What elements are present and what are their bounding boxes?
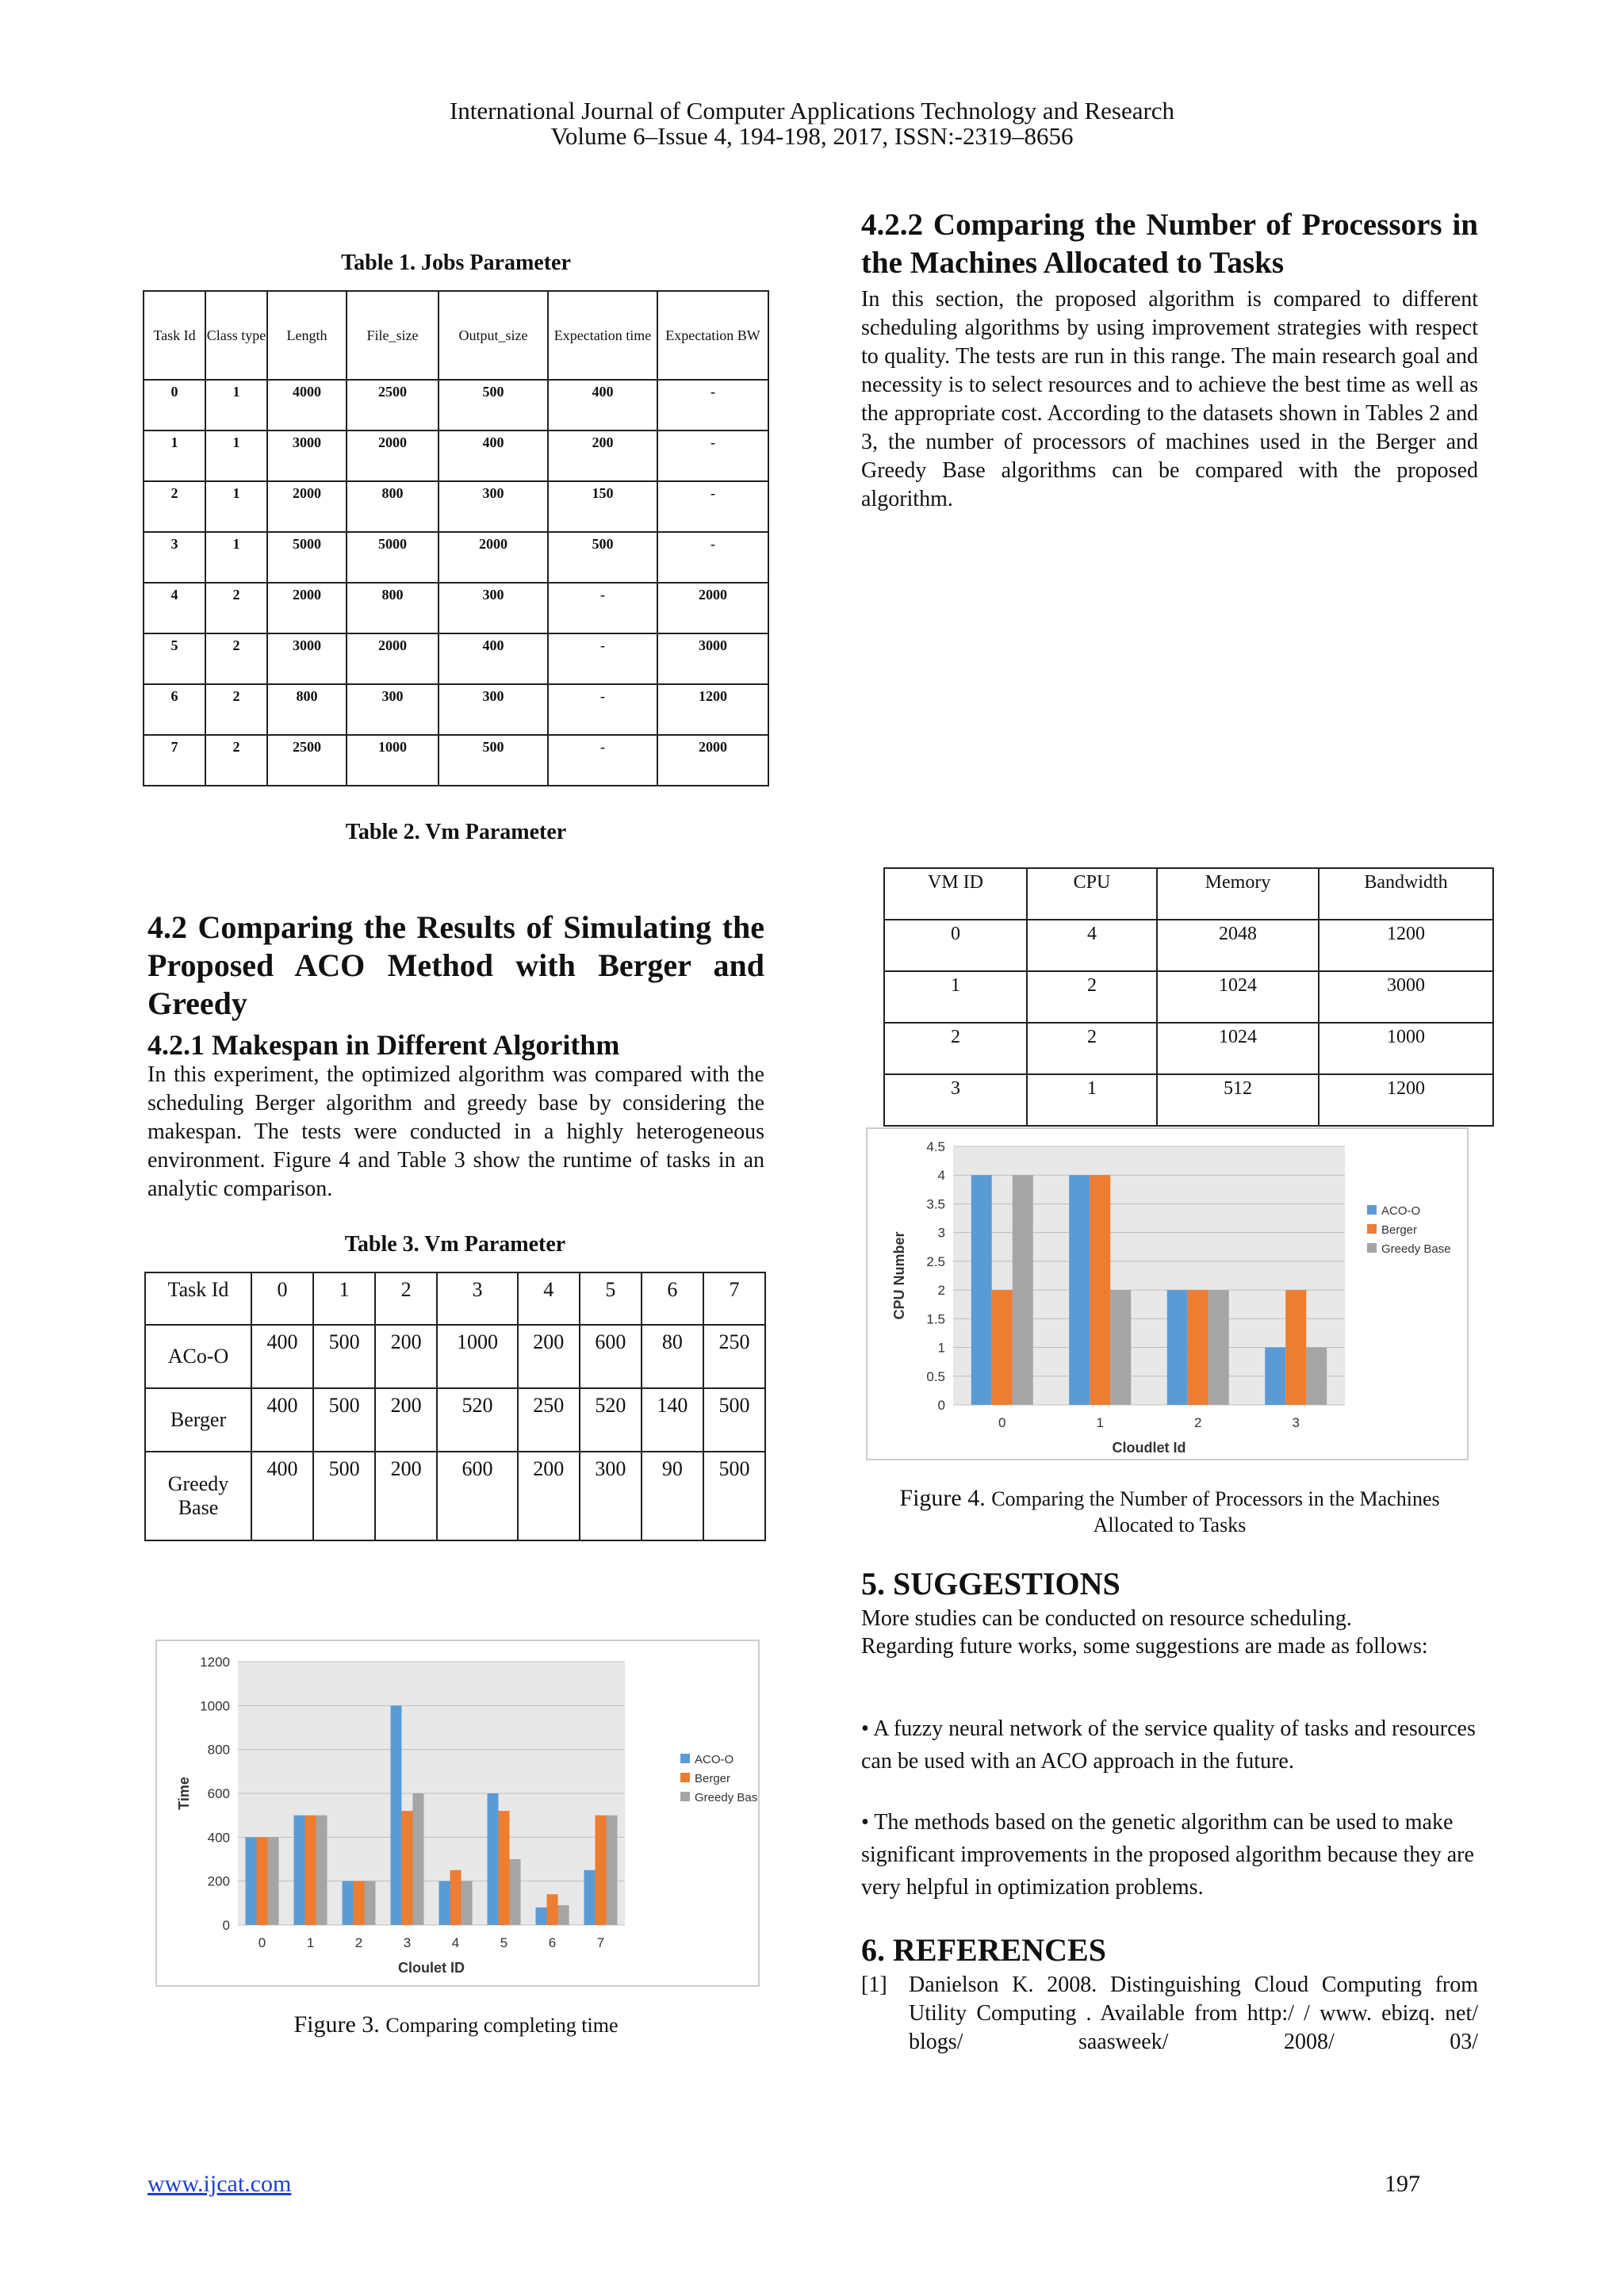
table3-col-header: 4	[518, 1272, 580, 1325]
table2-row	[884, 1074, 1493, 1126]
x-tick-label: 2	[1194, 1415, 1202, 1430]
table1-cell: 1	[144, 430, 205, 481]
table1-header-row	[144, 291, 768, 380]
table1-cell: 2000	[267, 481, 347, 532]
table2-cell: 2	[1027, 1023, 1157, 1074]
journal-volume: Volume 6–Issue 4, 194-198, 2017, ISSN:-2319–8656	[550, 122, 1074, 150]
figure3-frame	[155, 1640, 760, 1987]
bar-aco-o	[294, 1816, 305, 1925]
table1-cell: -	[657, 532, 768, 583]
bar-greedy-base	[316, 1816, 327, 1925]
table2-col-header: Bandwidth	[1319, 868, 1493, 920]
table3-cell: 250	[703, 1325, 765, 1388]
table3-cell: 90	[642, 1452, 703, 1540]
y-axis-label: Time	[176, 1777, 192, 1810]
table3-cell: 500	[313, 1325, 375, 1388]
table1-cell: 500	[548, 532, 657, 583]
y-tick-label: 4	[937, 1168, 945, 1184]
x-tick-label: 4	[451, 1935, 460, 1950]
bar-greedy-base	[413, 1793, 424, 1925]
bar-aco-o	[391, 1705, 402, 1925]
table1-col-header: Class type	[205, 291, 267, 380]
legend-label: Greedy Base	[695, 1791, 758, 1804]
bar-berger	[1090, 1175, 1110, 1405]
bar-berger	[450, 1870, 462, 1925]
table2-row	[884, 971, 1493, 1023]
bar-greedy-base	[1013, 1175, 1033, 1405]
table1-cell: 300	[439, 481, 548, 532]
table3-cell: 140	[642, 1388, 703, 1452]
table1-cell: 5	[144, 633, 205, 684]
table1-cell: 150	[548, 481, 657, 532]
table1-col-header: Task Id	[144, 291, 205, 380]
suggestion-bullet: • A fuzzy neural network of the service quality of tasks and resources can be used with an ACO approach in the future.	[861, 1716, 1476, 1774]
y-tick-label: 400	[207, 1830, 230, 1846]
table3-cell: 80	[642, 1325, 703, 1388]
bar-aco-o	[488, 1793, 499, 1925]
table1-row	[144, 532, 768, 583]
suggestion-bullet: • The methods based on the genetic algorithm can be used to make significant improvements in the proposed algorithm because they are very helpful in optimization problems.	[861, 1810, 1474, 1900]
figure4-caption-text: Comparing the Number of Processors in the Machines Allocated to Tasks	[991, 1487, 1440, 1536]
table2-caption: Table 2. Vm Parameter	[345, 820, 567, 844]
table3-col-header: 0	[251, 1272, 313, 1325]
table1-cell: 4000	[267, 380, 347, 430]
table2-cell: 1	[884, 971, 1027, 1023]
table1-cell: 1000	[347, 735, 439, 786]
reference-number: [1]	[861, 1973, 887, 1997]
table3-cell: Greedy Base	[145, 1452, 251, 1540]
table3-cell: 1000	[437, 1325, 518, 1388]
bar-greedy-base	[1110, 1290, 1131, 1405]
table2-cell: 2	[1027, 971, 1157, 1023]
figure4-caption-prefix: Figure 4.	[899, 1485, 986, 1511]
journal-title: International Journal of Computer Applications Technology and Research	[449, 97, 1175, 124]
section-4-2-title: 4.2 Comparing the Results of Simulating the Proposed ACO Method with Berger and Greedy	[147, 909, 764, 1021]
table3-cell: 500	[313, 1452, 375, 1540]
journal-link[interactable]: www.ijcat.com	[147, 2171, 292, 2197]
y-tick-label: 1	[937, 1340, 945, 1356]
reference-item	[861, 1971, 1478, 2057]
table1-cell: 2	[144, 481, 205, 532]
bar-greedy-base	[1208, 1290, 1229, 1405]
bar-greedy-base	[1306, 1348, 1327, 1405]
table2-cell: 1200	[1319, 1074, 1493, 1126]
table2-cell: 512	[1157, 1074, 1319, 1126]
x-tick-label: 1	[1096, 1415, 1104, 1430]
table3-col-header: 6	[642, 1272, 703, 1325]
figure3-chart	[157, 1641, 758, 1985]
table2-cell: 2	[884, 1023, 1027, 1074]
table2-cell: 1200	[1319, 920, 1493, 971]
table2-cell: 1	[1027, 1074, 1157, 1126]
x-tick-label: 3	[1292, 1415, 1300, 1430]
table3-cell: 200	[375, 1325, 437, 1388]
table2-cell: 2048	[1157, 920, 1319, 971]
table3-cell: 520	[580, 1388, 642, 1452]
table1-cell: 3	[144, 532, 205, 583]
x-axis-label: Cloulet ID	[398, 1960, 465, 1976]
table2-row	[884, 920, 1493, 971]
table2-col-header: Memory	[1157, 868, 1319, 920]
bar-aco-o	[439, 1881, 450, 1925]
bar-aco-o	[246, 1837, 257, 1925]
table3-caption: Table 3. Vm Parameter	[344, 1232, 566, 1257]
references-title: 6. REFERENCES	[861, 1932, 1106, 1968]
table1-cell: 4	[144, 583, 205, 633]
table1-col-header: File_size	[347, 291, 439, 380]
legend-label: Berger	[1381, 1223, 1418, 1237]
legend-swatch	[1367, 1205, 1377, 1215]
table1-cell: -	[548, 633, 657, 684]
figure4-caption	[861, 1486, 1478, 1538]
table3-cell: 200	[518, 1452, 580, 1540]
y-tick-label: 1000	[200, 1698, 230, 1714]
table3-col-header: 3	[437, 1272, 518, 1325]
suggestions-title: 5. SUGGESTIONS	[861, 1566, 1120, 1601]
table1-cell: 0	[144, 380, 205, 430]
table1-row	[144, 735, 768, 786]
figure3-caption-prefix: Figure 3.	[293, 2011, 380, 2038]
table1-cell: 300	[439, 684, 548, 735]
table3-col-header: 5	[580, 1272, 642, 1325]
table3-row	[145, 1325, 765, 1388]
table1-cell: 3000	[267, 633, 347, 684]
section-4-2-1-title: 4.2.1 Makespan in Different Algorithm	[147, 1029, 620, 1061]
table1-cell: 400	[548, 380, 657, 430]
legend-swatch	[1367, 1243, 1377, 1253]
table1-cell: -	[657, 481, 768, 532]
legend-label: Berger	[695, 1772, 731, 1785]
table1-cell: -	[548, 735, 657, 786]
y-tick-label: 800	[207, 1742, 230, 1758]
table2-cell: 1024	[1157, 1023, 1319, 1074]
y-tick-label: 3	[937, 1225, 945, 1241]
table1-row	[144, 481, 768, 532]
bar-aco-o	[1069, 1175, 1090, 1405]
table1-cell: -	[657, 380, 768, 430]
legend-label: Greedy Base	[1381, 1242, 1451, 1256]
bar-aco-o	[971, 1175, 992, 1405]
bar-aco-o	[1265, 1348, 1285, 1405]
table1-row	[144, 684, 768, 735]
x-tick-label: 3	[403, 1935, 412, 1950]
table1-row	[144, 380, 768, 430]
table3-cell: 250	[518, 1388, 580, 1452]
bar-berger	[547, 1894, 558, 1925]
table1-cell: 800	[267, 684, 347, 735]
table1-cell: 300	[347, 684, 439, 735]
table1-cell: 200	[548, 430, 657, 481]
table1-cell: -	[548, 583, 657, 633]
table1-cell: 2	[205, 735, 267, 786]
legend-swatch	[680, 1754, 690, 1763]
table1-cell: 2	[205, 583, 267, 633]
table1-cell: 2	[205, 633, 267, 684]
table1-cell: 1	[205, 532, 267, 583]
table1-cell: 1	[205, 380, 267, 430]
x-tick-label: 1	[306, 1935, 315, 1950]
figure4-frame	[866, 1127, 1469, 1460]
table2-cell: 4	[1027, 920, 1157, 971]
table1-cell: 800	[347, 583, 439, 633]
bar-greedy-base	[365, 1881, 376, 1925]
table1-cell: 2000	[439, 532, 548, 583]
x-tick-label: 5	[500, 1935, 508, 1950]
table2-cell: 1024	[1157, 971, 1319, 1023]
x-tick-label: 0	[998, 1415, 1006, 1430]
x-axis-label: Cloudlet Id	[1112, 1440, 1186, 1456]
table3-row	[145, 1388, 765, 1452]
figure3-caption-text: Comparing completing time	[385, 2014, 619, 2037]
table3-cell: 500	[313, 1388, 375, 1452]
reference-text: Danielson K. 2008. Distinguishing Cloud Computing from Utility Computing . Available from http:/ / www. ebizq. net/ blogs/ saasweek/ 2008/ 03/	[909, 1973, 1478, 2054]
y-tick-label: 200	[207, 1873, 230, 1889]
table3-row	[145, 1452, 765, 1540]
y-tick-label: 1.5	[926, 1311, 945, 1327]
legend-swatch	[680, 1792, 690, 1801]
table1-col-header: Expectation BW	[657, 291, 768, 380]
table3-cell: 200	[375, 1452, 437, 1540]
y-tick-label: 3.5	[926, 1196, 945, 1212]
y-tick-label: 0	[222, 1918, 230, 1933]
table1-col-header: Output_size	[439, 291, 548, 380]
legend-swatch	[1367, 1224, 1377, 1234]
legend-label: ACO-O	[1381, 1204, 1421, 1218]
table1-cell: 7	[144, 735, 205, 786]
table1-col-header: Length	[267, 291, 347, 380]
x-tick-label: 0	[258, 1935, 266, 1950]
table1-cell: -	[548, 684, 657, 735]
table2	[883, 867, 1494, 1127]
table3-cell: 600	[437, 1452, 518, 1540]
y-tick-label: 2	[937, 1283, 945, 1299]
table1-cell: 2000	[347, 430, 439, 481]
section-4-2-1-text: In this experiment, the optimized algorithm was compared with the scheduling Berger algorithm and greedy base by considering the makespan. The tests were conducted in a highly heterogeneous environment. Figure 4 and Table 3 show the runtime of tasks in an analytic comparison.	[147, 1062, 764, 1201]
y-tick-label: 2.5	[926, 1253, 945, 1269]
table1-cell: 1200	[657, 684, 768, 735]
bar-berger	[1285, 1290, 1306, 1405]
x-tick-label: 7	[596, 1935, 605, 1950]
x-tick-label: 6	[548, 1935, 557, 1950]
bar-berger	[499, 1811, 510, 1925]
bar-greedy-base	[462, 1881, 473, 1925]
table3-cell: 400	[251, 1325, 313, 1388]
table1-cell: 1	[205, 430, 267, 481]
table3-col-header: 1	[313, 1272, 375, 1325]
table1-row	[144, 583, 768, 633]
bar-berger	[257, 1837, 268, 1925]
bar-berger	[1188, 1290, 1208, 1405]
journal-header	[0, 98, 1624, 149]
table1	[143, 290, 769, 786]
bar-aco-o	[343, 1881, 354, 1925]
table2-cell: 1000	[1319, 1023, 1493, 1074]
table3-col-header: 7	[703, 1272, 765, 1325]
y-tick-label: 1200	[200, 1655, 230, 1670]
table2-cell: 3000	[1319, 971, 1493, 1023]
table1-cell: 3000	[267, 430, 347, 481]
bar-aco-o	[1167, 1290, 1188, 1405]
table3-cell: 500	[703, 1388, 765, 1452]
table3-cell: 400	[251, 1388, 313, 1452]
table2-cell: 3	[884, 1074, 1027, 1126]
table3-cell: 200	[518, 1325, 580, 1388]
legend-swatch	[680, 1773, 690, 1782]
bar-greedy-base	[510, 1859, 521, 1925]
y-tick-label: 0	[937, 1398, 945, 1413]
table1-caption: Table 1. Jobs Parameter	[341, 251, 571, 275]
table1-cell: 500	[439, 380, 548, 430]
table1-cell: 2000	[657, 583, 768, 633]
y-tick-label: 0.5	[926, 1368, 945, 1384]
table1-row	[144, 430, 768, 481]
table1-cell: 2500	[267, 735, 347, 786]
table1-cell: 400	[439, 430, 548, 481]
table3-cell: 400	[251, 1452, 313, 1540]
table1-cell: 400	[439, 633, 548, 684]
bar-greedy-base	[607, 1816, 618, 1925]
bar-berger	[402, 1811, 413, 1925]
table3-header-row	[145, 1272, 765, 1325]
table1-cell: 2000	[347, 633, 439, 684]
table1-cell: 500	[439, 735, 548, 786]
page-number: 197	[1385, 2171, 1420, 2197]
y-tick-label: 4.5	[926, 1139, 945, 1154]
table3-cell: 520	[437, 1388, 518, 1452]
table3-cell: ACo-O	[145, 1325, 251, 1388]
table1-cell: 2	[205, 684, 267, 735]
bar-greedy-base	[268, 1837, 279, 1925]
table1-row	[144, 633, 768, 684]
bar-berger	[596, 1816, 607, 1925]
table3-cell: 500	[703, 1452, 765, 1540]
table1-cell: 2000	[267, 583, 347, 633]
bar-berger	[305, 1816, 316, 1925]
table3-cell: 600	[580, 1325, 642, 1388]
table3-cell: 200	[375, 1388, 437, 1452]
section-4-2-2-text: In this section, the proposed algorithm is compared to different scheduling algorithms by using improvement strategies with respect to quality. The tests are run in this range. The main research goal and necessity is to select resources and to achieve the best time as well as the appropriate cost. According to the datasets shown in Tables 2 and 3, the number of processors of machines used in the Berger and Greedy Base algorithms can be compared with the proposed algorithm.	[861, 287, 1478, 511]
table2-row	[884, 1023, 1493, 1074]
table3	[144, 1272, 766, 1541]
table3-cell: Berger	[145, 1388, 251, 1452]
bar-aco-o	[584, 1870, 596, 1925]
table1-cell: 800	[347, 481, 439, 532]
table1-cell: 6	[144, 684, 205, 735]
table2-col-header: VM ID	[884, 868, 1027, 920]
bar-berger	[354, 1881, 365, 1925]
table2-cell: 0	[884, 920, 1027, 971]
x-tick-label: 2	[354, 1935, 363, 1950]
table2-header-row	[884, 868, 1493, 920]
table3-col-header: 2	[375, 1272, 437, 1325]
table1-cell: 2000	[657, 735, 768, 786]
section-4-2-2-title: 4.2.2 Comparing the Number of Processors in the Machines Allocated to Tasks	[861, 208, 1478, 280]
suggestions-intro: More studies can be conducted on resource scheduling. Regarding future works, some suggestions are made as follows:	[861, 1606, 1428, 1659]
table1-cell: -	[657, 430, 768, 481]
table1-col-header: Expectation time	[548, 291, 657, 380]
legend-label: ACO-O	[695, 1753, 734, 1766]
bar-greedy-base	[558, 1905, 569, 1925]
bar-aco-o	[536, 1908, 547, 1925]
bar-berger	[992, 1290, 1013, 1405]
table1-cell: 5000	[347, 532, 439, 583]
table1-cell: 2500	[347, 380, 439, 430]
table1-cell: 5000	[267, 532, 347, 583]
table3-cell: 300	[580, 1452, 642, 1540]
table1-cell: 3000	[657, 633, 768, 684]
y-axis-label: CPU Number	[891, 1231, 907, 1320]
table3-col-header: Task Id	[145, 1272, 251, 1325]
table1-cell: 300	[439, 583, 548, 633]
figure3-caption	[143, 2012, 769, 2038]
table2-col-header: CPU	[1027, 868, 1157, 920]
table1-cell: 1	[205, 481, 267, 532]
y-tick-label: 600	[207, 1786, 230, 1801]
figure4-chart	[868, 1129, 1467, 1459]
